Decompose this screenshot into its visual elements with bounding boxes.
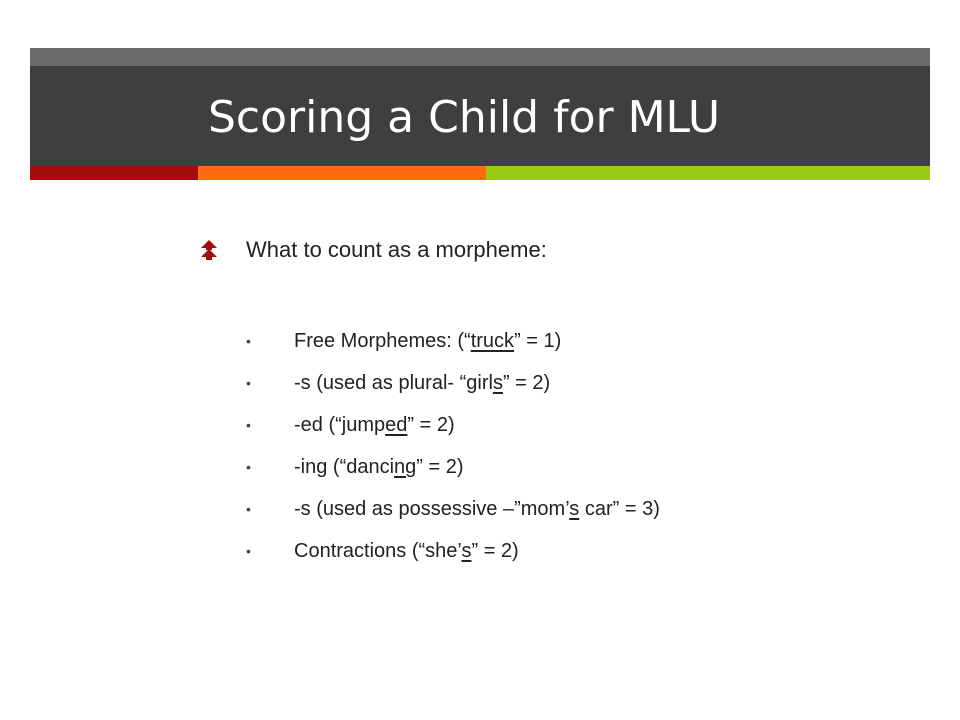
text-segment: -s (used as plural- “girl xyxy=(294,372,493,394)
list-item-text xyxy=(294,320,561,362)
text-segment: -ed (“jump xyxy=(294,414,386,436)
accent-bar-orange xyxy=(198,166,486,180)
accent-bar-green xyxy=(486,166,930,180)
underlined-morpheme: ed xyxy=(385,414,408,436)
underlined-morpheme: s xyxy=(492,372,503,394)
bullet-dot-icon: • xyxy=(246,417,251,433)
list-item-text xyxy=(294,446,464,488)
text-segment: ” = 2) xyxy=(502,372,551,394)
text-segment: ” = 2) xyxy=(471,540,519,562)
heading-text: What to count as a morpheme: xyxy=(246,237,547,262)
text-segment: ” = 2) xyxy=(407,414,455,436)
heading-row xyxy=(200,232,547,268)
text-segment: car” = 3) xyxy=(579,498,660,520)
text-segment: Free Morphemes: (“ xyxy=(294,330,471,352)
text-segment: Contractions (“she’ xyxy=(294,540,462,562)
underlined-morpheme: s xyxy=(461,540,472,562)
list-item-text xyxy=(294,530,519,572)
bullet-dot-icon: • xyxy=(246,501,251,517)
underlined-morpheme: s xyxy=(569,498,580,520)
bullet-dot-icon: • xyxy=(246,543,251,559)
accent-bar-red xyxy=(30,166,198,180)
double-up-arrow-icon xyxy=(200,239,218,261)
list-item-text xyxy=(294,488,660,530)
list-item-text xyxy=(294,404,455,446)
text-segment: ” = 2) xyxy=(416,456,464,478)
bullet-dot-icon: • xyxy=(246,333,251,349)
list-item-text xyxy=(294,362,550,404)
slide-title: Scoring a Child for MLU xyxy=(208,92,721,143)
bullet-dot-icon: • xyxy=(246,375,251,391)
header-top-strip xyxy=(30,48,930,66)
underlined-morpheme: truck xyxy=(470,330,515,352)
underlined-morpheme: ng xyxy=(394,456,417,478)
text-segment: -s (used as possessive –”mom’ xyxy=(294,498,570,520)
text-segment: ” = 1) xyxy=(514,330,562,352)
bullet-dot-icon: • xyxy=(246,459,251,475)
text-segment: -ing (“danci xyxy=(294,456,395,478)
